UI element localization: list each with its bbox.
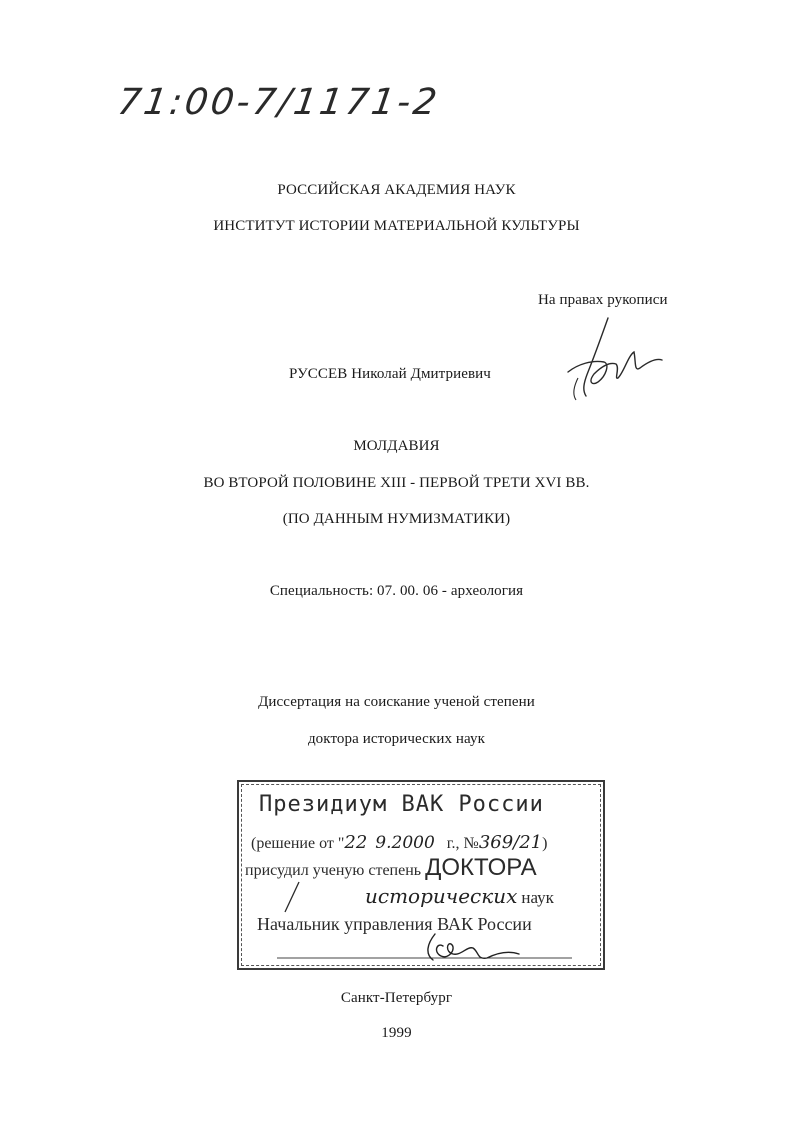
stamp-degree: ДОКТОРА: [425, 854, 537, 881]
city: Санкт-Петербург: [340, 990, 453, 1006]
stamp-awarded: присудил ученую степень: [245, 862, 422, 879]
stamp-field-handwritten: исторических: [365, 884, 518, 908]
title-line-2: ВО ВТОРОЙ ПОЛОВИНЕ XIII - ПЕРВОЙ ТРЕТИ XVI ВВ.: [203, 475, 590, 491]
stamp-decision-day: 22: [344, 832, 368, 853]
stamp-title: Президиум ВАК России: [259, 792, 544, 817]
stamp-decision-mid: г., №: [446, 835, 479, 852]
year: 1999: [381, 1025, 412, 1041]
academy-heading: РОССИЙСКАЯ АКАДЕМИЯ НАУК: [277, 182, 516, 198]
author-name: РУССЕВ Николай Дмитриевич: [289, 366, 491, 382]
manuscript-note: На правах рукописи: [538, 292, 668, 308]
stamp-decision-number: 369/21: [478, 832, 543, 853]
dissertation-line-2: доктора исторических наук: [307, 731, 486, 747]
stamp-field-suffix: наук: [521, 888, 554, 907]
stamp-decision-row: [251, 832, 547, 853]
stamp-decision-suffix: ): [542, 835, 548, 852]
stamp-awarded-row: [245, 854, 537, 882]
specialty-line: Специальность: 07. 00. 06 - археология: [269, 583, 524, 599]
stamp-field-row: [365, 884, 554, 908]
title-line-3: (ПО ДАННЫМ НУМИЗМАТИКИ): [282, 511, 511, 527]
stamp-signature-icon: [267, 930, 587, 970]
signature-icon: [548, 312, 666, 404]
dissertation-line-1: Диссертация на соискание ученой степени: [258, 694, 535, 710]
stamp-decision-prefix: (решение от ": [251, 835, 345, 852]
institute-heading: ИНСТИТУТ ИСТОРИИ МАТЕРИАЛЬНОЙ КУЛЬТУРЫ: [213, 218, 580, 234]
stamp-decision-date: 9.2000: [375, 833, 435, 853]
archive-number-handwritten: 71:00-7/1171-2: [115, 82, 443, 123]
stamp-slash-mark-icon: [277, 880, 307, 914]
stamp-head: Начальник управления ВАК России: [257, 914, 532, 934]
vak-stamp: [237, 780, 605, 970]
title-line-1: МОЛДАВИЯ: [353, 438, 440, 454]
